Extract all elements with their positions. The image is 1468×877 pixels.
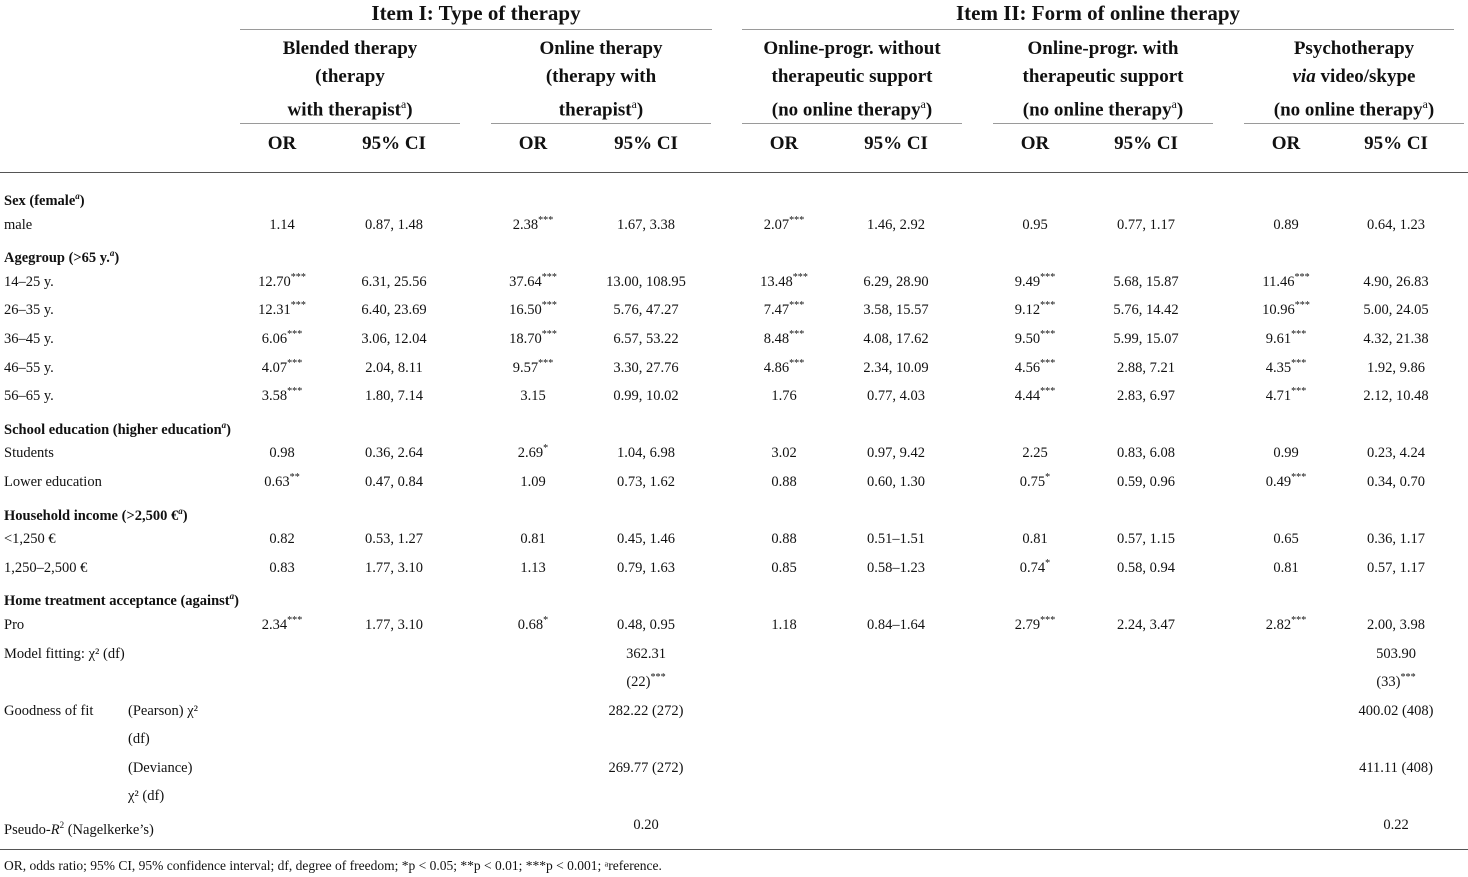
cell-confidence-interval: 2.34, 10.09 xyxy=(863,359,929,376)
cell-odds-ratio: 37.64*** xyxy=(509,271,557,290)
reference-marker: a xyxy=(109,248,115,259)
cell-odds-ratio: 4.44*** xyxy=(1014,386,1056,405)
cell-confidence-interval: 2.12, 10.48 xyxy=(1363,388,1429,405)
cell-confidence-interval: 2.00, 3.98 xyxy=(1367,617,1425,633)
col-header-or: OR xyxy=(1271,133,1301,154)
model-fitting-item1-df-text: (22) xyxy=(626,674,651,690)
cell-odds-ratio: 1.14 xyxy=(269,216,295,233)
row-label: Lower education xyxy=(4,474,102,490)
significance-marker: *** xyxy=(789,300,805,312)
significance-marker: *** xyxy=(287,386,303,398)
cell-odds-ratio: 1.76 xyxy=(771,388,797,405)
cell-confidence-interval: 6.29, 28.90 xyxy=(863,273,929,290)
cell-confidence-interval: 0.57, 1.17 xyxy=(1367,559,1425,576)
cell-confidence-interval: 2.88, 7.21 xyxy=(1117,359,1175,376)
cell-odds-ratio: 7.47*** xyxy=(763,300,805,319)
col-header-or: OR xyxy=(769,133,799,154)
significance-marker: *** xyxy=(287,615,303,627)
cell-confidence-interval: 5.99, 15.07 xyxy=(1113,331,1179,347)
significance-marker: *** xyxy=(287,329,303,341)
item2-rule xyxy=(742,29,1454,30)
significance-marker: *** xyxy=(538,357,554,369)
cell-confidence-interval: 2.83, 6.97 xyxy=(1117,388,1175,405)
cell-odds-ratio: 0.83 xyxy=(269,559,295,576)
cell-confidence-interval: 0.77, 4.03 xyxy=(867,388,925,405)
header-bottom-rule xyxy=(0,172,1468,173)
significance-marker: *** xyxy=(789,357,805,369)
group-header-rule xyxy=(993,123,1213,124)
group-header-1 xyxy=(240,35,460,124)
row-group-label: School education (higher education$^a$) xyxy=(4,419,231,438)
group-header-italic: via xyxy=(1292,66,1316,87)
item2-header: Item II: Form of online therapy xyxy=(955,1,1241,25)
deviance-item2-value: 411.11 (408) xyxy=(1359,760,1433,776)
group-header-line3: (no online therapy$^a$) xyxy=(1273,98,1435,121)
cell-odds-ratio: 16.50*** xyxy=(509,300,557,319)
cell-odds-ratio: 2.82*** xyxy=(1265,615,1307,633)
col-header-ci: 95% CI xyxy=(614,133,678,154)
col-header-or: OR xyxy=(267,133,297,154)
cell-odds-ratio: 4.56*** xyxy=(1014,357,1056,376)
significance-marker: * xyxy=(543,443,549,455)
cell-confidence-interval: 2.24, 3.47 xyxy=(1117,617,1175,633)
pseudo-r2-item2-value: 0.22 xyxy=(1383,817,1409,833)
significance-marker: *** xyxy=(287,357,303,369)
group-header-line1: Blended therapy xyxy=(282,38,418,59)
cell-odds-ratio: 2.34*** xyxy=(261,615,303,633)
reference-marker: a xyxy=(1171,98,1177,111)
significance-marker: *** xyxy=(1040,271,1056,283)
cell-confidence-interval: 0.36, 1.17 xyxy=(1367,531,1425,548)
cell-odds-ratio: 3.15 xyxy=(520,388,546,405)
deviance-item1-value: 269.77 (272) xyxy=(608,760,684,776)
model-fitting-item2-df-text: (33) xyxy=(1376,674,1401,690)
model-fitting-item2-df xyxy=(1336,673,1456,691)
row-label: 26–35 y. xyxy=(4,302,54,319)
cell-odds-ratio: 0.85 xyxy=(771,559,797,576)
group-header-5 xyxy=(1244,35,1464,124)
cell-confidence-interval: 0.83, 6.08 xyxy=(1117,445,1175,462)
cell-confidence-interval: 0.36, 2.64 xyxy=(365,445,423,462)
significance-marker: *** xyxy=(290,300,306,312)
significance-marker: *** xyxy=(789,329,805,341)
reference-marker: a xyxy=(1422,98,1428,111)
cell-odds-ratio: 4.71*** xyxy=(1265,386,1307,405)
cell-odds-ratio: 1.18 xyxy=(771,617,797,633)
cell-confidence-interval: 6.57, 53.22 xyxy=(613,331,679,347)
group-header-rule xyxy=(240,123,460,124)
row-group-label: Agegroup (>65 y.$^a$) xyxy=(4,248,120,267)
row-label: 46–55 y. xyxy=(4,359,54,376)
group-header-line1: Online therapy xyxy=(539,38,663,59)
significance-marker: *** xyxy=(1040,329,1056,341)
cell-confidence-interval: 1.92, 9.86 xyxy=(1367,359,1425,376)
cell-confidence-interval: 0.45, 1.46 xyxy=(617,531,675,548)
group-header-rule xyxy=(742,123,962,124)
col-header-ci: 95% CI xyxy=(1114,133,1178,154)
cell-confidence-interval: 5.00, 24.05 xyxy=(1363,302,1429,319)
cell-odds-ratio: 6.06*** xyxy=(261,329,303,347)
cell-confidence-interval: 0.99, 10.02 xyxy=(613,388,679,405)
cell-odds-ratio: 0.95 xyxy=(1022,216,1048,233)
cell-odds-ratio: 2.69* xyxy=(517,443,549,462)
cell-confidence-interval: 0.64, 1.23 xyxy=(1367,216,1425,233)
cell-confidence-interval: 0.51–1.51 xyxy=(867,531,925,548)
significance-marker: *** xyxy=(792,271,808,283)
reference-marker: a xyxy=(75,191,80,201)
pseudo-r2-label-sup: 2 xyxy=(59,820,65,830)
pearson-df-label: (df) xyxy=(128,731,150,747)
reference-marker: a xyxy=(400,98,407,111)
group-header-line3: (no online therapy$^a$) xyxy=(771,98,933,121)
row-label: Pro xyxy=(4,617,25,633)
cell-confidence-interval: 0.79, 1.63 xyxy=(617,559,675,576)
group-header-line1: Psychotherapy xyxy=(1293,38,1415,59)
significance-marker: *** xyxy=(1040,300,1056,312)
cell-confidence-interval: 0.60, 1.30 xyxy=(867,474,925,490)
cell-odds-ratio: 13.48*** xyxy=(760,271,808,290)
significance-marker: ** xyxy=(289,472,300,484)
table-bottom-rule xyxy=(0,849,1468,850)
cell-confidence-interval: 1.77, 3.10 xyxy=(365,617,423,633)
cell-confidence-interval: 0.47, 0.84 xyxy=(365,474,423,490)
cell-confidence-interval: 1.77, 3.10 xyxy=(365,559,423,576)
table-footnote: OR, odds ratio; 95% CI, 95% confidence interval; df, degree of freedom; *p < 0.05; **p < 0.01; ***p < 0.001; ᵃreference. xyxy=(4,858,662,873)
significance-marker: * xyxy=(1045,472,1051,484)
cell-odds-ratio: 0.99 xyxy=(1273,445,1299,462)
group-header-line2: therapeutic support xyxy=(771,66,933,87)
significance-marker: *** xyxy=(538,214,554,226)
cell-odds-ratio: 11.46*** xyxy=(1262,271,1310,290)
cell-confidence-interval: 1.04, 6.98 xyxy=(617,445,675,462)
col-header-or: OR xyxy=(518,133,548,154)
cell-odds-ratio: 8.48*** xyxy=(763,329,805,347)
pearson-item1-value: 282.22 (272) xyxy=(608,703,684,719)
cell-odds-ratio: 2.25 xyxy=(1022,445,1048,462)
cell-confidence-interval: 0.53, 1.27 xyxy=(365,531,423,548)
group-header-line2: via video/skype xyxy=(1292,66,1416,87)
significance-marker: *** xyxy=(1040,357,1056,369)
cell-confidence-interval: 5.76, 47.27 xyxy=(613,302,679,319)
cell-odds-ratio: 0.65 xyxy=(1273,531,1299,548)
cell-confidence-interval: 4.08, 17.62 xyxy=(863,331,929,347)
cell-confidence-interval: 0.58, 0.94 xyxy=(1117,559,1175,576)
cell-odds-ratio: 3.02 xyxy=(771,445,797,462)
item1-header: Item I: Type of therapy xyxy=(371,1,581,25)
group-header-line3: therapist$^a$) xyxy=(558,98,644,121)
group-header-2 xyxy=(491,35,711,124)
cell-confidence-interval: 5.76, 14.42 xyxy=(1113,302,1179,319)
col-header-ci: 95% CI xyxy=(1364,133,1428,154)
reference-marker: a xyxy=(631,98,637,111)
cell-odds-ratio: 18.70*** xyxy=(509,329,557,347)
cell-odds-ratio: 0.82 xyxy=(269,531,295,548)
cell-confidence-interval: 3.58, 15.57 xyxy=(863,302,929,319)
col-header-or: OR xyxy=(1020,133,1050,154)
cell-odds-ratio: 9.57*** xyxy=(512,357,554,376)
cell-confidence-interval: 13.00, 108.95 xyxy=(606,273,686,290)
row-label: 1,250–2,500 € xyxy=(4,559,88,576)
group-header-rule xyxy=(1244,123,1464,124)
group-header-line3: with therapist$^a$) xyxy=(287,98,413,121)
cell-odds-ratio: 4.07*** xyxy=(261,357,303,376)
significance-marker: * xyxy=(1045,557,1051,569)
significance-marker: *** xyxy=(1294,300,1310,312)
group-header-line1: Online-progr. without xyxy=(763,38,941,59)
cell-odds-ratio: 9.50*** xyxy=(1014,329,1056,347)
model-fitting-item1-value: 362.31 xyxy=(626,646,666,662)
row-label: 36–45 y. xyxy=(4,331,54,347)
significance-marker: * xyxy=(543,615,549,627)
row-label: 56–65 y. xyxy=(4,388,54,405)
pearson-item2-value: 400.02 (408) xyxy=(1358,703,1434,719)
cell-odds-ratio: 0.49*** xyxy=(1265,472,1307,490)
significance-marker: *** xyxy=(290,271,306,283)
cell-confidence-interval: 0.84–1.64 xyxy=(867,617,925,633)
cell-confidence-interval: 1.80, 7.14 xyxy=(365,388,423,405)
significance-marker: *** xyxy=(1040,615,1056,627)
cell-confidence-interval: 2.04, 8.11 xyxy=(365,359,423,376)
group-header-line3: (no online therapy$^a$) xyxy=(1022,98,1184,121)
reference-marker: a xyxy=(229,591,235,602)
model-fitting-item1-df xyxy=(586,673,706,691)
cell-odds-ratio: 9.49*** xyxy=(1014,271,1056,290)
group-header-line2: (therapy xyxy=(315,66,385,87)
cell-odds-ratio: 10.96*** xyxy=(1262,300,1310,319)
group-header-line2: therapeutic support xyxy=(1022,66,1184,87)
significance-marker: *** xyxy=(1400,672,1416,684)
cell-confidence-interval: 0.23, 4.24 xyxy=(1367,445,1425,462)
cell-odds-ratio: 9.61*** xyxy=(1265,329,1307,347)
cell-odds-ratio: 0.81 xyxy=(1273,559,1299,576)
pearson-label: (Pearson) χ² xyxy=(128,703,198,719)
cell-confidence-interval: 0.58–1.23 xyxy=(867,559,925,576)
cell-odds-ratio: 12.70*** xyxy=(258,271,306,290)
cell-confidence-interval: 3.06, 12.04 xyxy=(361,331,427,347)
cell-odds-ratio: 9.12*** xyxy=(1014,300,1056,319)
group-header-rule xyxy=(491,123,711,124)
group-header-line2: (therapy with xyxy=(545,66,657,87)
cell-confidence-interval: 0.97, 9.42 xyxy=(867,445,925,462)
cell-confidence-interval: 1.67, 3.38 xyxy=(617,216,675,233)
cell-odds-ratio: 3.58*** xyxy=(261,386,303,405)
reference-marker: a xyxy=(178,505,183,516)
pseudo-r2-label-r: R xyxy=(50,821,60,838)
group-header-3 xyxy=(742,35,962,124)
group-header-4 xyxy=(993,35,1213,124)
model-fitting-item2-value: 503.90 xyxy=(1376,646,1416,662)
cell-odds-ratio: 1.09 xyxy=(520,474,546,490)
reference-marker: a xyxy=(221,419,227,430)
significance-marker: *** xyxy=(541,329,557,341)
cell-odds-ratio: 4.35*** xyxy=(1265,357,1307,376)
significance-marker: *** xyxy=(541,271,557,283)
cell-confidence-interval: 6.31, 25.56 xyxy=(361,273,427,290)
significance-marker: *** xyxy=(789,214,805,226)
cell-odds-ratio: 4.86*** xyxy=(763,357,805,376)
reference-marker: a xyxy=(920,98,926,111)
cell-odds-ratio: 12.31*** xyxy=(258,300,306,319)
significance-marker: *** xyxy=(1294,271,1310,283)
row-label: 14–25 y. xyxy=(4,273,54,290)
cell-odds-ratio: 1.13 xyxy=(520,559,546,576)
cell-confidence-interval: 3.30, 27.76 xyxy=(613,359,679,376)
cell-confidence-interval: 0.87, 1.48 xyxy=(365,216,423,233)
significance-marker: *** xyxy=(1040,386,1056,398)
cell-odds-ratio: 0.98 xyxy=(269,445,295,462)
col-header-ci: 95% CI xyxy=(864,133,928,154)
group-header-line1: Online-progr. with xyxy=(1027,38,1179,59)
significance-marker: *** xyxy=(650,672,666,684)
col-header-ci: 95% CI xyxy=(362,133,426,154)
deviance-label: (Deviance) xyxy=(128,760,193,776)
pseudo-r2-item1-value: 0.20 xyxy=(633,817,659,833)
cell-odds-ratio: 0.88 xyxy=(771,531,797,548)
cell-odds-ratio: 0.63** xyxy=(264,472,300,490)
significance-marker: *** xyxy=(1291,357,1307,369)
cell-confidence-interval: 4.32, 21.38 xyxy=(1363,331,1429,347)
row-group-label: Sex (female$^a$) xyxy=(4,191,85,209)
significance-marker: *** xyxy=(541,300,557,312)
model-fitting-label: Model fitting: χ² (df) xyxy=(4,646,125,662)
cell-odds-ratio: 2.79*** xyxy=(1014,615,1056,633)
cell-confidence-interval: 0.59, 0.96 xyxy=(1117,474,1175,490)
cell-odds-ratio: 2.38*** xyxy=(512,214,554,233)
row-label: <1,250 € xyxy=(4,531,56,548)
cell-confidence-interval: 0.57, 1.15 xyxy=(1117,531,1175,548)
cell-confidence-interval: 0.73, 1.62 xyxy=(617,474,675,490)
cell-confidence-interval: 5.68, 15.87 xyxy=(1113,273,1179,290)
cell-odds-ratio: 0.68* xyxy=(517,615,549,633)
significance-marker: *** xyxy=(1291,472,1307,484)
row-label: male xyxy=(4,216,33,233)
pseudo-r2-label xyxy=(4,816,154,839)
cell-odds-ratio: 0.81 xyxy=(1022,531,1048,548)
pseudo-r2-label-pre: Pseudo- xyxy=(4,821,51,838)
pseudo-r2-label-post: (Nagelkerke’s) xyxy=(64,821,154,838)
significance-marker: *** xyxy=(1291,615,1307,627)
cell-odds-ratio: 2.07*** xyxy=(763,214,805,233)
cell-odds-ratio: 0.81 xyxy=(520,531,546,548)
row-group-label: Household income (>2,500 €$^a$) xyxy=(4,505,188,524)
row-group-label: Home treatment acceptance (against$^a$) xyxy=(4,591,239,610)
cell-confidence-interval: 6.40, 23.69 xyxy=(361,302,427,319)
cell-odds-ratio: 0.88 xyxy=(771,474,797,490)
cell-confidence-interval: 4.90, 26.83 xyxy=(1363,273,1429,290)
goodness-of-fit-label: Goodness of fit xyxy=(4,703,94,719)
row-label: Students xyxy=(4,445,54,462)
cell-confidence-interval: 0.48, 0.95 xyxy=(617,617,675,633)
cell-confidence-interval: 1.46, 2.92 xyxy=(867,216,925,233)
cell-confidence-interval: 0.34, 0.70 xyxy=(1367,474,1425,490)
cell-confidence-interval: 0.77, 1.17 xyxy=(1117,216,1175,233)
significance-marker: *** xyxy=(1291,386,1307,398)
item1-rule xyxy=(240,29,712,30)
cell-odds-ratio: 0.74* xyxy=(1019,557,1051,576)
deviance-df-label: χ² (df) xyxy=(128,788,165,804)
cell-odds-ratio: 0.89 xyxy=(1273,216,1299,233)
significance-marker: *** xyxy=(1291,329,1307,341)
cell-odds-ratio: 0.75* xyxy=(1019,472,1051,490)
